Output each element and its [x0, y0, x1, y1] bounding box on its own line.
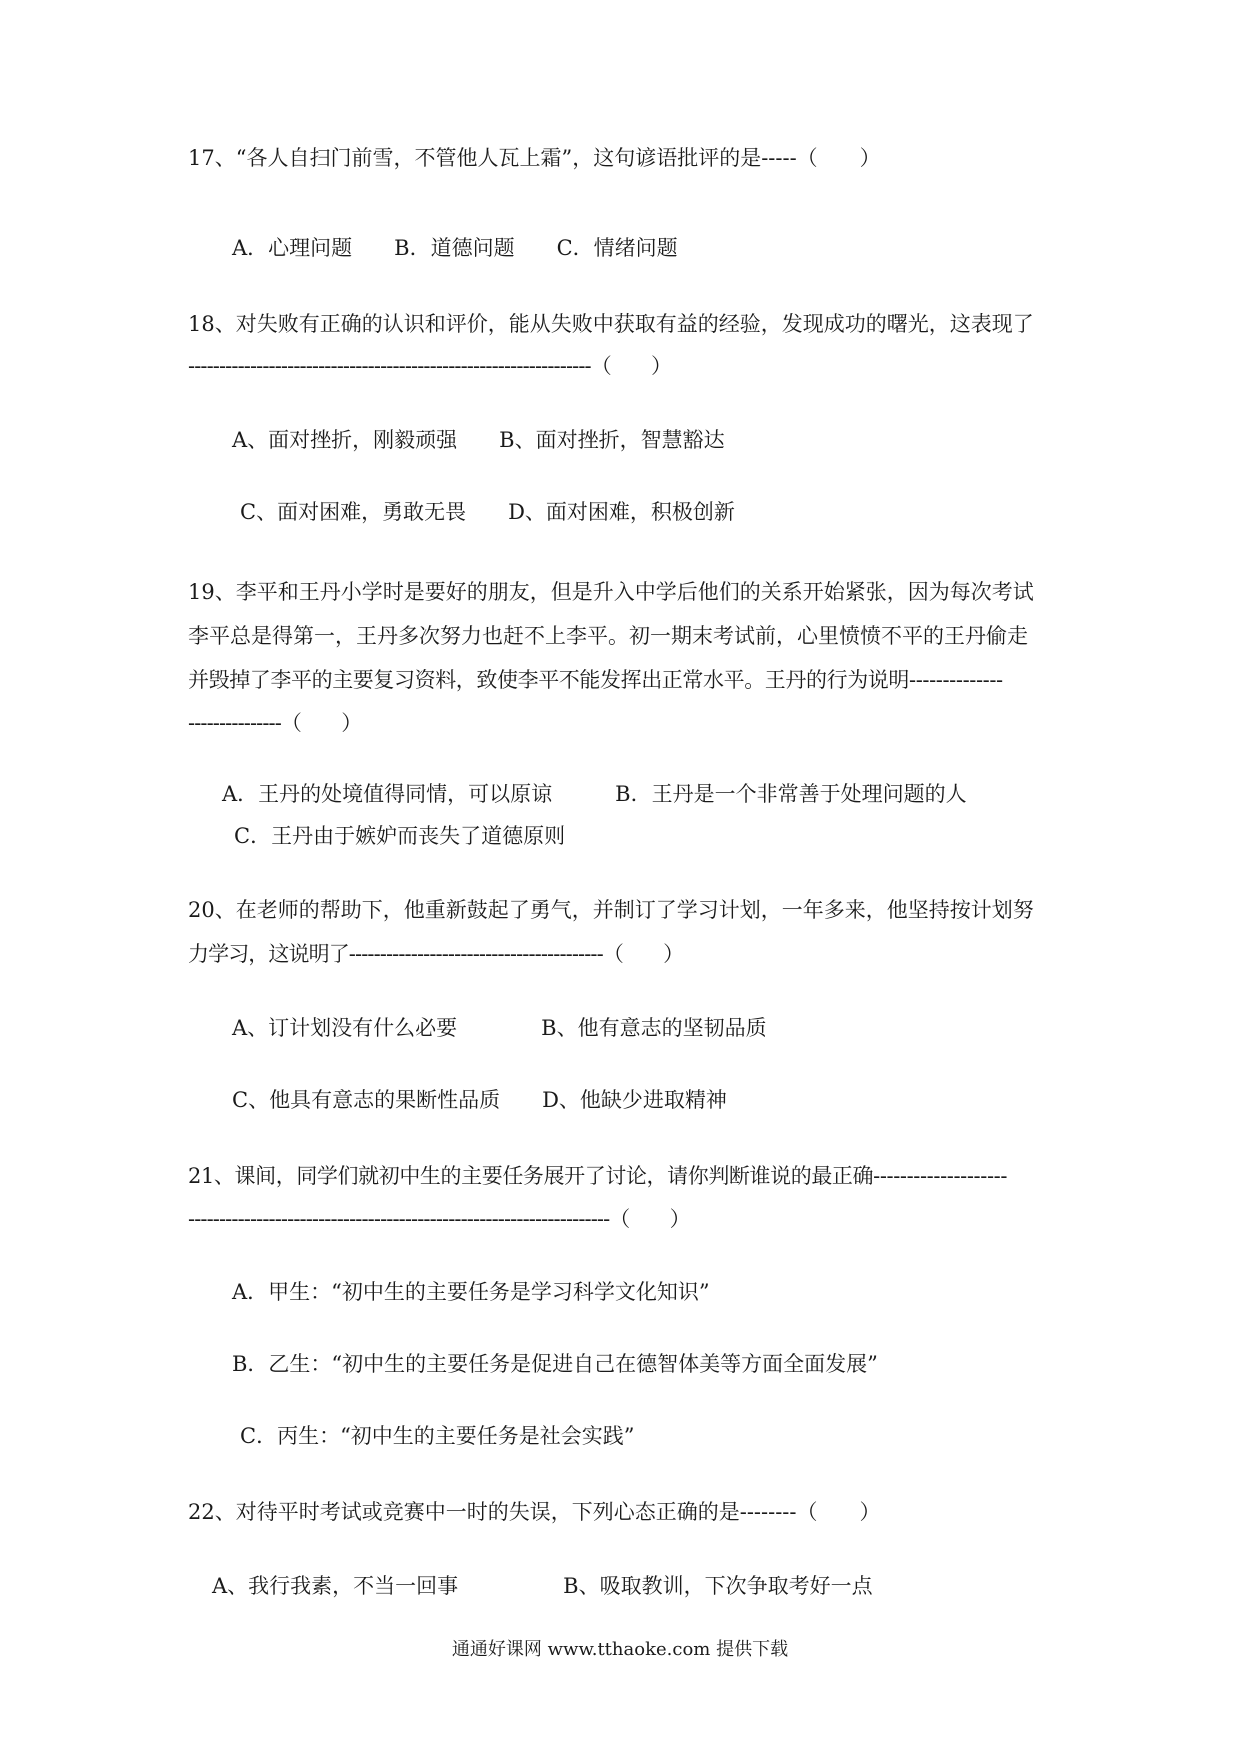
- question-19-stem-line-2: 李平总是得第一，王丹多次努力也赶不上李平。初一期末考试前，心里愤愤不平的王丹偷走: [188, 624, 1028, 648]
- question-21-stem-line-2: --------------------------------------------------------------------（ ）: [188, 1207, 690, 1231]
- question-19-stem-line-4: ---------------（ ）: [188, 711, 362, 735]
- question-17-stem: 17、“各人自扫门前雪，不管他人瓦上霜”，这句谚语批评的是-----（ ）: [188, 146, 881, 170]
- question-18-options-line-1: A、面对挫折，刚毅顽强 B、面对挫折，智慧豁达: [232, 428, 725, 452]
- question-19-stem-line-1: 19、李平和王丹小学时是要好的朋友，但是升入中学后他们的关系开始紧张，因为每次考试: [188, 580, 1034, 604]
- question-18-stem-line-2: -----------------------------------------------------------------（ ）: [188, 354, 672, 378]
- question-19-options-line-1: A．王丹的处境值得同情，可以原谅 B．王丹是一个非常善于处理问题的人: [222, 782, 967, 806]
- question-18-options-line-2: C、面对困难，勇敢无畏 D、面对困难，积极创新: [240, 500, 735, 524]
- question-19-options-line-2: C．王丹由于嫉妒而丧失了道德原则: [234, 824, 566, 848]
- question-17-options: A．心理问题 B．道德问题 C．情绪问题: [232, 236, 678, 260]
- question-18-stem-line-1: 18、对失败有正确的认识和评价，能从失败中获取有益的经验，发现成功的曙光，这表现了: [188, 312, 1034, 336]
- question-20-options-line-2: C、他具有意志的果断性品质 D、他缺少进取精神: [232, 1088, 727, 1112]
- question-21-option-a: A．甲生：“初中生的主要任务是学习科学文化知识”: [232, 1280, 710, 1304]
- question-22-stem: 22、对待平时考试或竞赛中一时的失误，下列心态正确的是--------（ ）: [188, 1500, 881, 1524]
- question-20-stem-line-2: 力学习，这说明了-----------------------------------------（ ）: [188, 942, 684, 966]
- question-21-stem-line-1: 21、课间，同学们就初中生的主要任务展开了讨论，请你判断谁说的最正确--------------------: [188, 1164, 1008, 1188]
- question-19-stem-line-3: 并毁掉了李平的主要复习资料，致使李平不能发挥出正常水平。王丹的行为说明--------------: [188, 668, 1003, 692]
- question-20-options-line-1: A、订计划没有什么必要 B、他有意志的坚韧品质: [232, 1016, 767, 1040]
- question-22-options: A、我行我素，不当一回事 B、吸取教训，下次争取考好一点: [212, 1574, 873, 1598]
- question-21-option-b: B．乙生：“初中生的主要任务是促进自己在德智体美等方面全面发展”: [232, 1352, 878, 1376]
- question-21-option-c: C．丙生：“初中生的主要任务是社会实践”: [240, 1424, 635, 1448]
- question-20-stem-line-1: 20、在老师的帮助下，他重新鼓起了勇气，并制订了学习计划，一年多来，他坚持按计划努: [188, 898, 1034, 922]
- page-footer: 通通好课网 www.tthaoke.com 提供下载: [451, 1639, 789, 1660]
